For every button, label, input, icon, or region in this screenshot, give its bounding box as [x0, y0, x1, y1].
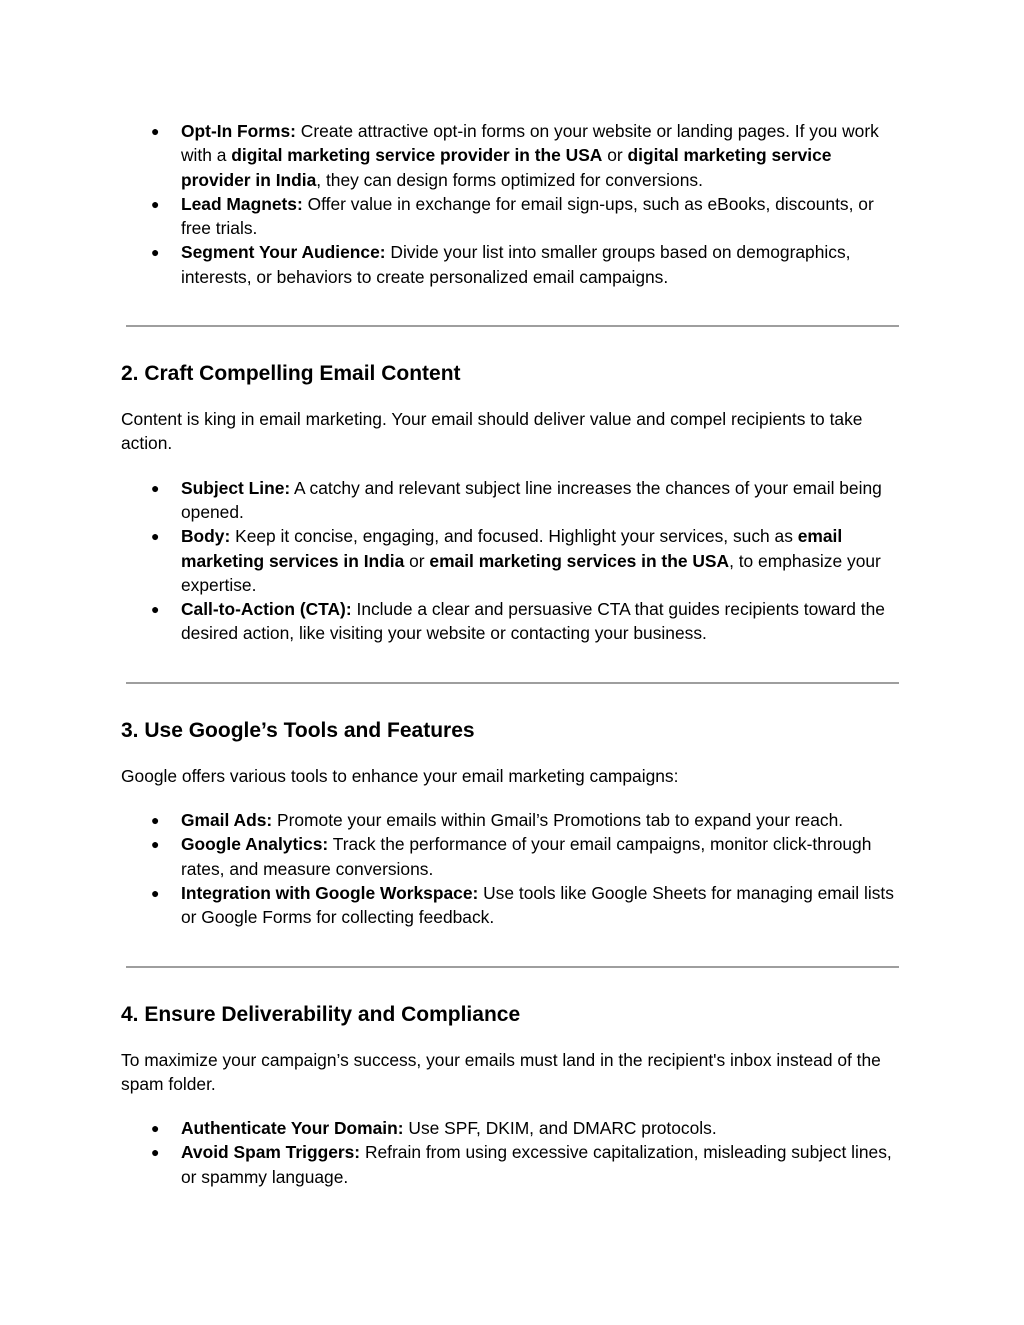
intro-list [121, 119, 901, 289]
bullet-icon: ● [151, 1120, 160, 1137]
bullet-icon: ● [151, 601, 160, 618]
list-item: ● Lead Magnets: Offer value in exchange for email sign-ups, such as eBooks, discounts, or free trials. [151, 193, 874, 239]
bullet-icon: ● [151, 812, 160, 829]
bullet-icon: ● [151, 123, 160, 139]
list-item: ● Segment Your Audience: Divide your list into smaller groups based on demographics, interests, or behaviors to create personalized email campaigns. [151, 242, 851, 287]
list-item: ● Google Analytics: Track the performance of your email campaigns, monitor click-through rates, and measure conversions. [151, 834, 872, 879]
section-list [121, 808, 901, 929]
section-paragraph: To maximize your campaign’s success, your emails must land in the recipient's inbox instead of the spam folder. [121, 1049, 881, 1094]
bullet-icon: ● [151, 479, 160, 496]
bullet-icon: ● [151, 1144, 160, 1161]
list-item: ● Integration with Google Workspace: Use tools like Google Sheets for managing email lists or Google Forms for collecting feedback. [151, 882, 894, 928]
bullet-icon: ● [151, 528, 160, 545]
list-item: ● Avoid Spam Triggers: Refrain from using excessive capitalization, misleading subject lines, or spammy language. [151, 1142, 892, 1187]
list-item: ● Call-to-Action (CTA): Include a clear and persuasive CTA that guides recipients toward the desired action, like visiting your website or contacting your business. [151, 599, 885, 644]
section-paragraph: Google offers various tools to enhance your email marketing campaigns: [121, 765, 679, 786]
list-item: ● Subject Line: A catchy and relevant subject line increases the chances of your email being opened. [151, 477, 882, 522]
section-heading: 4. Ensure Deliverability and Compliance [121, 1002, 521, 1026]
list-item: ● Body: Keep it concise, engaging, and focused. Highlight your services, such as email marketing services in India or email marketing services in the USA, to emphasize your expertise. [151, 526, 881, 595]
list-item: ● Authenticate Your Domain: Use SPF, DKIM, and DMARC protocols. [121, 1116, 901, 1140]
document-content [121, 119, 901, 1189]
list-item: ● Gmail Ads: Promote your emails within Gmail’s Promotions tab to expand your reach. [121, 808, 901, 832]
bullet-icon: ● [151, 244, 160, 261]
section-heading: 2. Craft Compelling Email Content [121, 362, 461, 386]
section-paragraph: Content is king in email marketing. Your email should deliver value and compel recipients to take action. [121, 409, 863, 454]
list-item: ● Opt-In Forms: Create attractive opt-in forms on your website or landing pages. If you work with a digital marketing service provider in the USA or digital marketing service provider in India, they can design forms optimized for conversions. [151, 121, 879, 190]
bullet-icon: ● [151, 836, 160, 853]
bullet-icon: ● [151, 195, 160, 212]
bullet-icon: ● [151, 884, 160, 901]
section-list [121, 1116, 901, 1189]
section-heading: 3. Use Google’s Tools and Features [121, 718, 475, 742]
section-list [121, 476, 901, 646]
